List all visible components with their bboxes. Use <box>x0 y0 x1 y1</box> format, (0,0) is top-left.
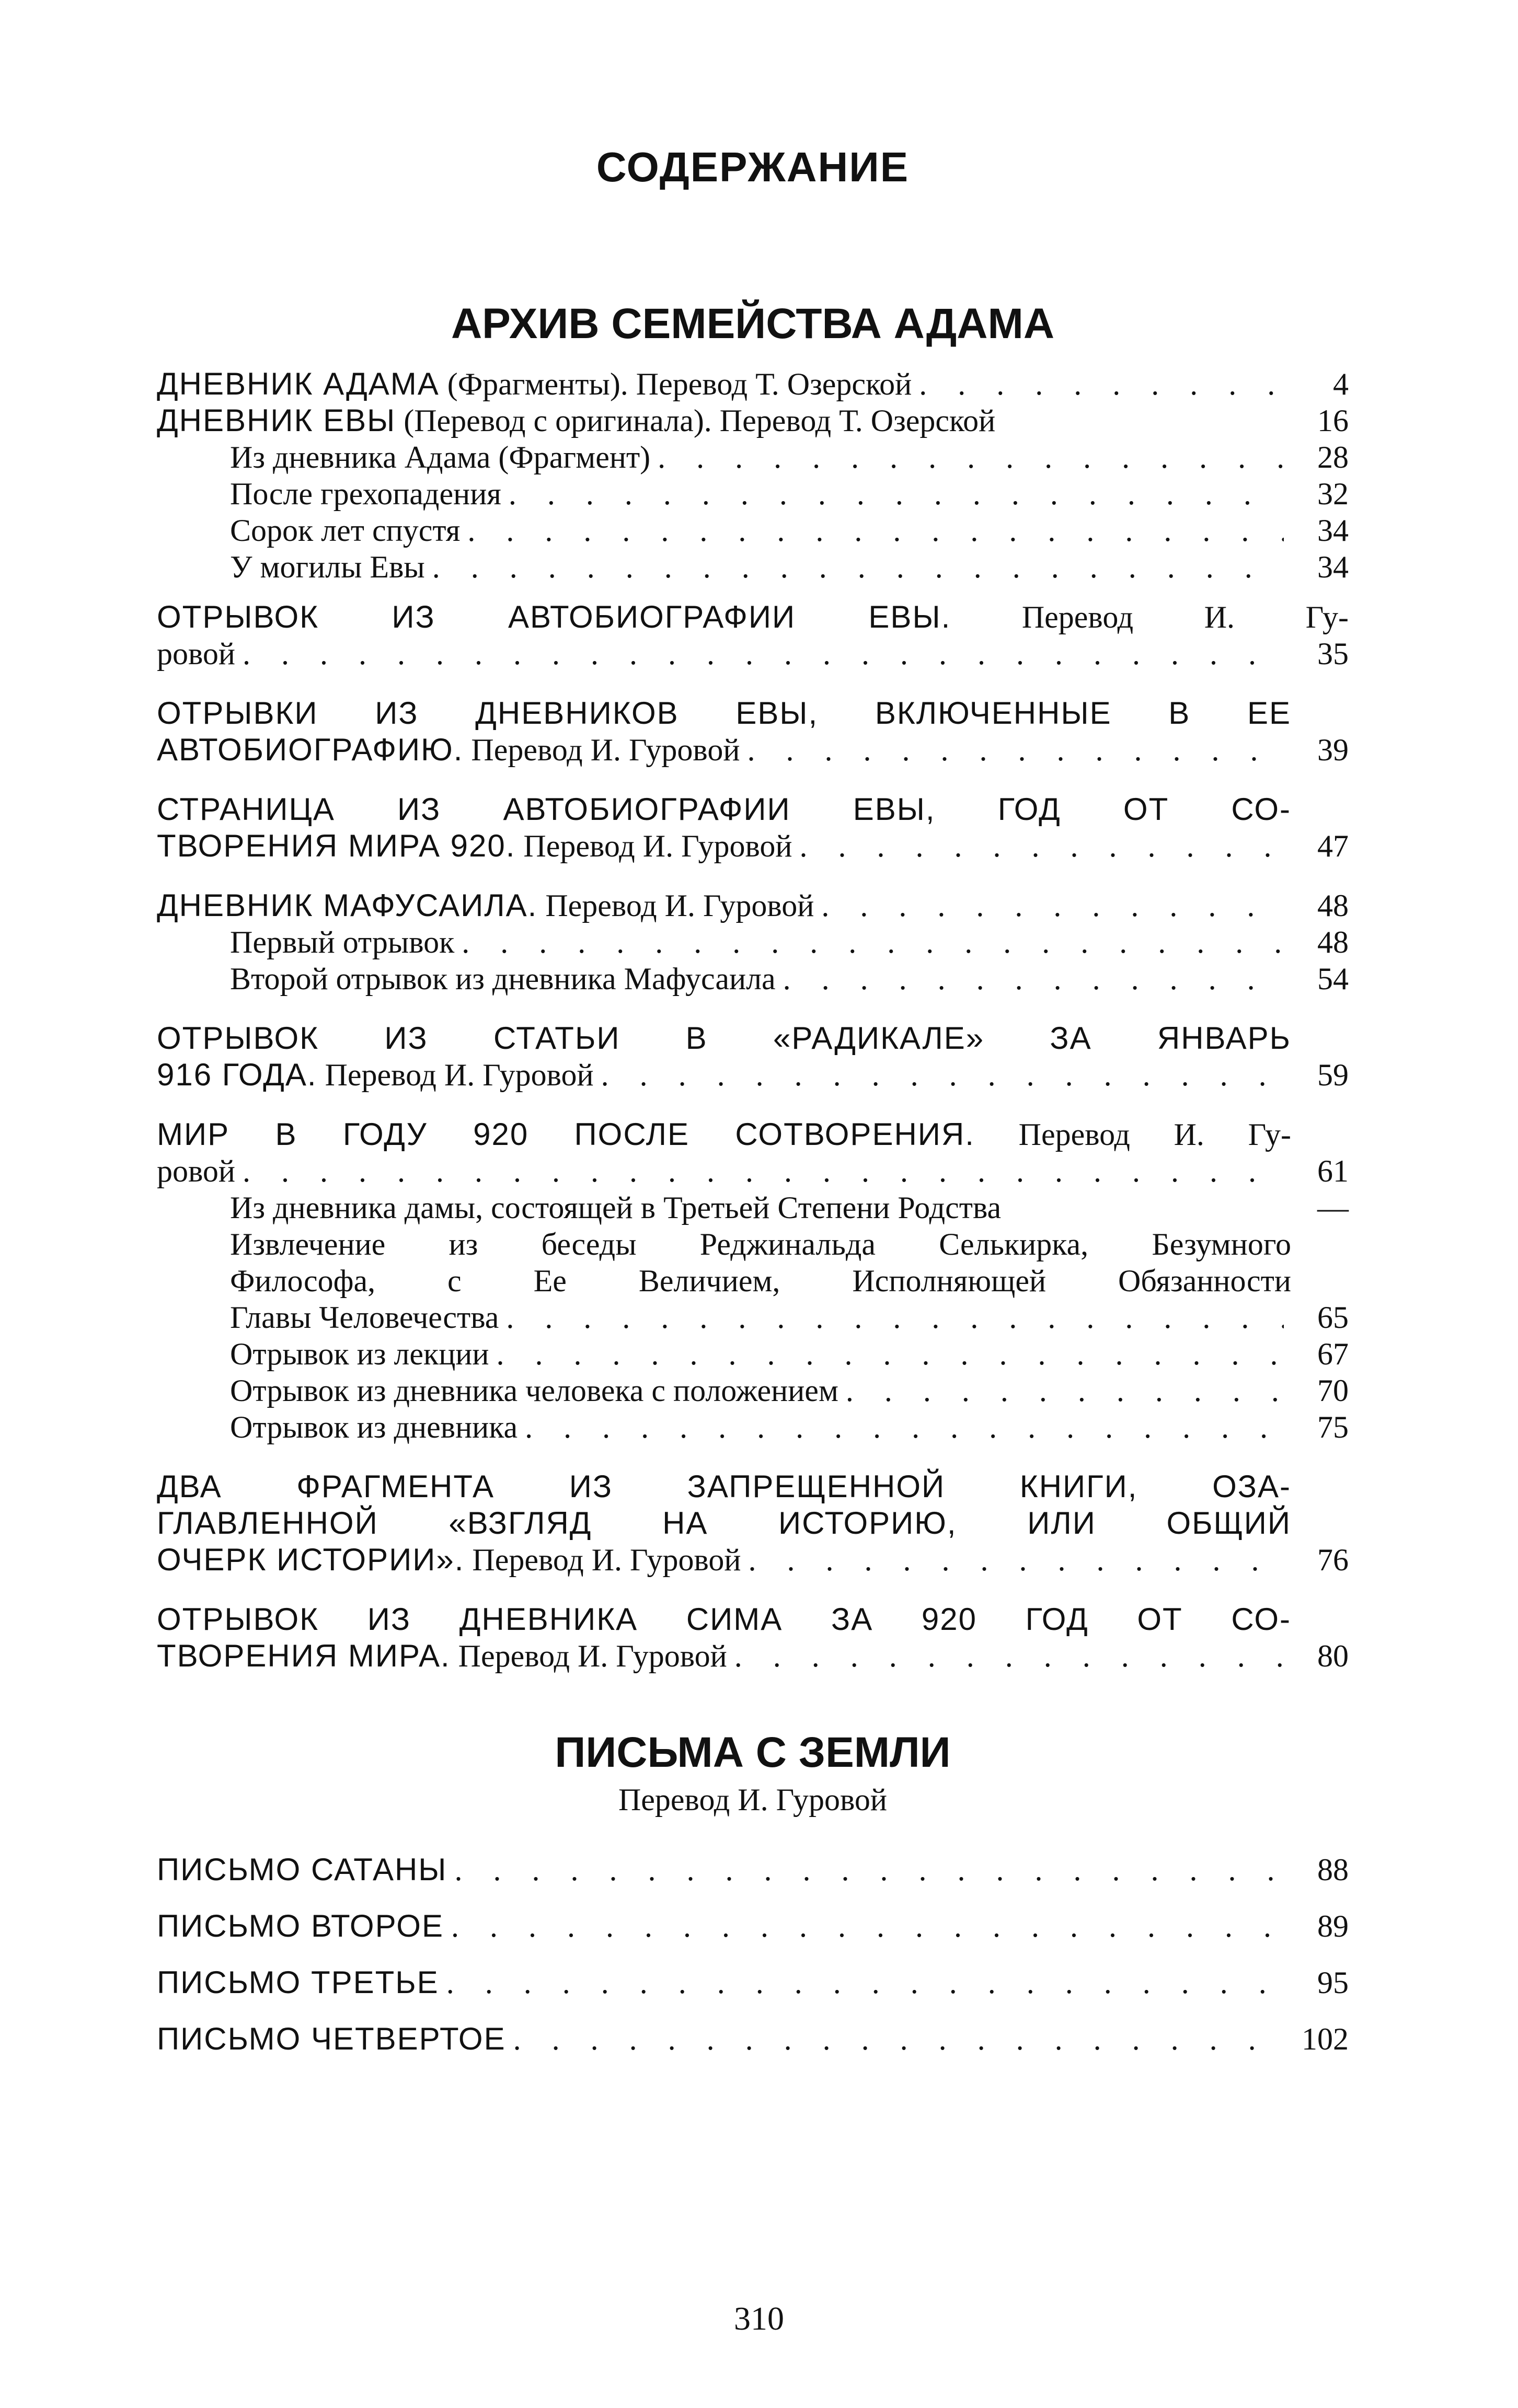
page-number: 89 <box>1317 1909 1349 1943</box>
entry-title: Извлечение из беседы Реджинальда Селькирка, Безумного <box>230 1227 1291 1261</box>
dot-leader <box>658 439 1284 476</box>
entry-title: ОТРЫВОК ИЗ ДНЕВНИКА СИМА ЗА 920 ГОД ОТ СО- <box>157 1602 1291 1637</box>
page-footer-number: 310 <box>734 2300 784 2337</box>
entry-subtitle-continued: ровой <box>157 636 236 671</box>
toc-entry <box>157 1116 1349 1189</box>
entry-title: ОТРЫВОК ИЗ АВТОБИОГРАФИИ ЕВЫ. <box>157 599 951 634</box>
entry-subtitle: Перевод И. Гуровой <box>450 1639 727 1673</box>
entry-title: Второй отрывок из дневника Мафусаила <box>230 962 776 996</box>
entry-title: ПИСЬМО САТАНЫ <box>157 1852 447 1887</box>
entry-title: ДНЕВНИК АДАМА <box>157 366 440 401</box>
entry-subtitle: Перевод И. Гуровой <box>317 1058 594 1092</box>
toc-entry <box>157 599 1349 672</box>
entry-title-continued: АВТОБИОГРАФИЮ. <box>157 732 464 767</box>
entry-title-continued: ГЛАВЛЕННОЙ «ВЗГЛЯД НА ИСТОРИЮ, ИЛИ ОБЩИЙ <box>157 1506 1291 1541</box>
dot-leader <box>243 1153 1284 1189</box>
toc-entry <box>157 2011 1349 2067</box>
section-translator: Перевод И. Гуровой <box>618 1782 888 1817</box>
dot-leader <box>747 732 1284 768</box>
page-number: 95 <box>1317 1965 1349 2000</box>
dot-leader <box>821 887 1284 924</box>
toc-entry <box>157 1954 1349 2011</box>
page-number: 67 <box>1317 1337 1349 1371</box>
entry-title: ДНЕВНИК ЕВЫ <box>157 403 396 438</box>
entry-title: ПИСЬМО ВТОРОЕ <box>157 1908 444 1943</box>
page-number: 35 <box>1317 636 1349 671</box>
entry-subtitle-continued: ровой <box>157 1154 236 1188</box>
toc-entry <box>157 1898 1349 1954</box>
entry-title: ОТРЫВОК ИЗ СТАТЬИ В «РАДИКАЛЕ» ЗА ЯНВАРЬ <box>157 1021 1291 1056</box>
entry-title: После грехопадения <box>230 477 501 511</box>
table-of-contents <box>157 141 1349 2067</box>
toc-subentry <box>157 512 1349 549</box>
entry-title: ОТРЫВКИ ИЗ ДНЕВНИКОВ ЕВЫ, ВКЛЮЧЕННЫЕ В ЕЕ <box>157 696 1291 731</box>
entry-title: ПИСЬМО ТРЕТЬЕ <box>157 1965 439 2000</box>
toc-entry <box>157 366 1349 402</box>
toc-subentry <box>157 1372 1349 1409</box>
dot-leader <box>451 1898 1284 1954</box>
page-number: 59 <box>1317 1058 1349 1092</box>
dot-leader <box>467 512 1284 549</box>
dot-leader <box>748 1542 1284 1578</box>
entry-title: СТРАНИЦА ИЗ АВТОБИОГРАФИИ ЕВЫ, ГОД ОТ СО- <box>157 792 1291 827</box>
page-number: 75 <box>1317 1410 1349 1444</box>
toc-entry <box>157 1842 1349 1898</box>
dot-leader <box>243 635 1284 672</box>
toc-subentry <box>157 1336 1349 1372</box>
dot-leader <box>462 924 1284 960</box>
toc-subentry <box>157 549 1349 585</box>
entry-title: Из дневника дамы, состоящей в Третьей Степени Родства <box>230 1190 1002 1225</box>
toc-subentry <box>157 1189 1349 1226</box>
entry-subtitle: Перевод И. Гу- <box>951 600 1349 634</box>
dot-leader <box>601 1057 1284 1093</box>
page-number: 76 <box>1317 1543 1349 1577</box>
dot-leader <box>509 476 1284 512</box>
dot-leader <box>800 828 1284 864</box>
page-number: 88 <box>1317 1853 1349 1887</box>
toc-entry <box>157 695 1349 768</box>
toc-entry <box>157 1468 1349 1578</box>
entry-title: Отрывок из лекции <box>230 1337 489 1371</box>
dot-leader <box>454 1842 1284 1898</box>
entry-subtitle: Перевод И. Гуровой <box>537 888 814 923</box>
page-number: 32 <box>1317 477 1349 511</box>
entry-subtitle: Перевод И. Гуровой <box>463 733 740 767</box>
entry-title-continued: Главы Человечества <box>230 1300 499 1335</box>
page-number: 48 <box>1317 925 1349 959</box>
page-number: 65 <box>1317 1300 1349 1335</box>
dot-leader <box>432 549 1284 585</box>
entry-title: Первый отрывок <box>230 925 455 959</box>
entry-title-continued: ТВОРЕНИЯ МИРА. <box>157 1638 451 1673</box>
page-number: 48 <box>1317 888 1349 923</box>
entry-subtitle: (Перевод с оригинала). Перевод Т. Озерской <box>396 403 996 438</box>
toc-subentry <box>157 960 1349 997</box>
toc-subentry <box>157 1409 1349 1445</box>
entry-title-continued: 916 ГОДА. <box>157 1057 317 1092</box>
entry-title: ПИСЬМО ЧЕТВЕРТОЕ <box>157 2021 506 2056</box>
dot-leader <box>513 2011 1284 2067</box>
toc-subentry <box>157 439 1349 476</box>
toc-entry <box>157 1601 1349 1674</box>
page-number: 102 <box>1302 2022 1349 2056</box>
section-title-adam-archive: АРХИВ СЕМЕЙСТВА АДАМА <box>451 300 1055 348</box>
entry-title-continued: ОЧЕРК ИСТОРИИ». <box>157 1542 465 1577</box>
page-number: — <box>1317 1190 1349 1225</box>
toc-entry <box>157 887 1349 924</box>
page-number: 70 <box>1317 1373 1349 1408</box>
entry-subtitle: Перевод И. Гу- <box>974 1117 1291 1152</box>
page-number: 16 <box>1317 403 1349 438</box>
dot-leader <box>446 1954 1284 2011</box>
entry-title: Из дневника Адама (Фрагмент) <box>230 440 651 474</box>
page-number: 34 <box>1317 550 1349 584</box>
toc-subentry <box>157 1226 1349 1336</box>
page-number: 39 <box>1317 733 1349 767</box>
dot-leader <box>497 1336 1284 1372</box>
dot-leader <box>783 960 1284 997</box>
page-title: СОДЕРЖАНИЕ <box>596 144 910 190</box>
toc-subentry <box>157 476 1349 512</box>
entry-subtitle: (Фрагменты). Перевод Т. Озерской <box>439 367 912 401</box>
toc-entry <box>157 402 1349 439</box>
entry-subtitle: Перевод И. Гуровой <box>515 829 792 863</box>
page-number: 61 <box>1317 1154 1349 1188</box>
entry-title: У могилы Евы <box>230 550 425 584</box>
dot-leader <box>506 1299 1284 1336</box>
toc-entry <box>157 791 1349 864</box>
dot-leader <box>919 366 1284 402</box>
entry-title: Отрывок из дневника человека с положением <box>230 1373 838 1408</box>
entry-title: МИР В ГОДУ 920 ПОСЛЕ СОТВОРЕНИЯ. <box>157 1117 975 1152</box>
entry-subtitle: Перевод И. Гуровой <box>464 1543 741 1577</box>
dot-leader <box>846 1372 1284 1409</box>
entry-title-continued: ТВОРЕНИЯ МИРА 920. <box>157 828 516 863</box>
toc-entry <box>157 1020 1349 1093</box>
entry-title: Сорок лет спустя <box>230 513 461 548</box>
page-number: 28 <box>1317 440 1349 474</box>
page-number: 47 <box>1317 829 1349 863</box>
toc-subentry <box>157 924 1349 960</box>
dot-leader <box>525 1409 1284 1445</box>
entry-title-continued: Философа, с Ее Величием, Исполняющей Обязанности <box>230 1264 1291 1298</box>
page-number: 80 <box>1317 1639 1349 1673</box>
section-title-letters-from-earth: ПИСЬМА С ЗЕМЛИ <box>555 1729 951 1776</box>
entry-title: Отрывок из дневника <box>230 1410 518 1444</box>
page-number: 4 <box>1333 367 1349 401</box>
entry-title: ДНЕВНИК МАФУСАИЛА. <box>157 888 538 923</box>
dot-leader <box>734 1638 1284 1674</box>
page-number: 34 <box>1317 513 1349 548</box>
page-number: 54 <box>1317 962 1349 996</box>
entry-title: ДВА ФРАГМЕНТА ИЗ ЗАПРЕЩЕННОЙ КНИГИ, ОЗА- <box>157 1469 1291 1504</box>
